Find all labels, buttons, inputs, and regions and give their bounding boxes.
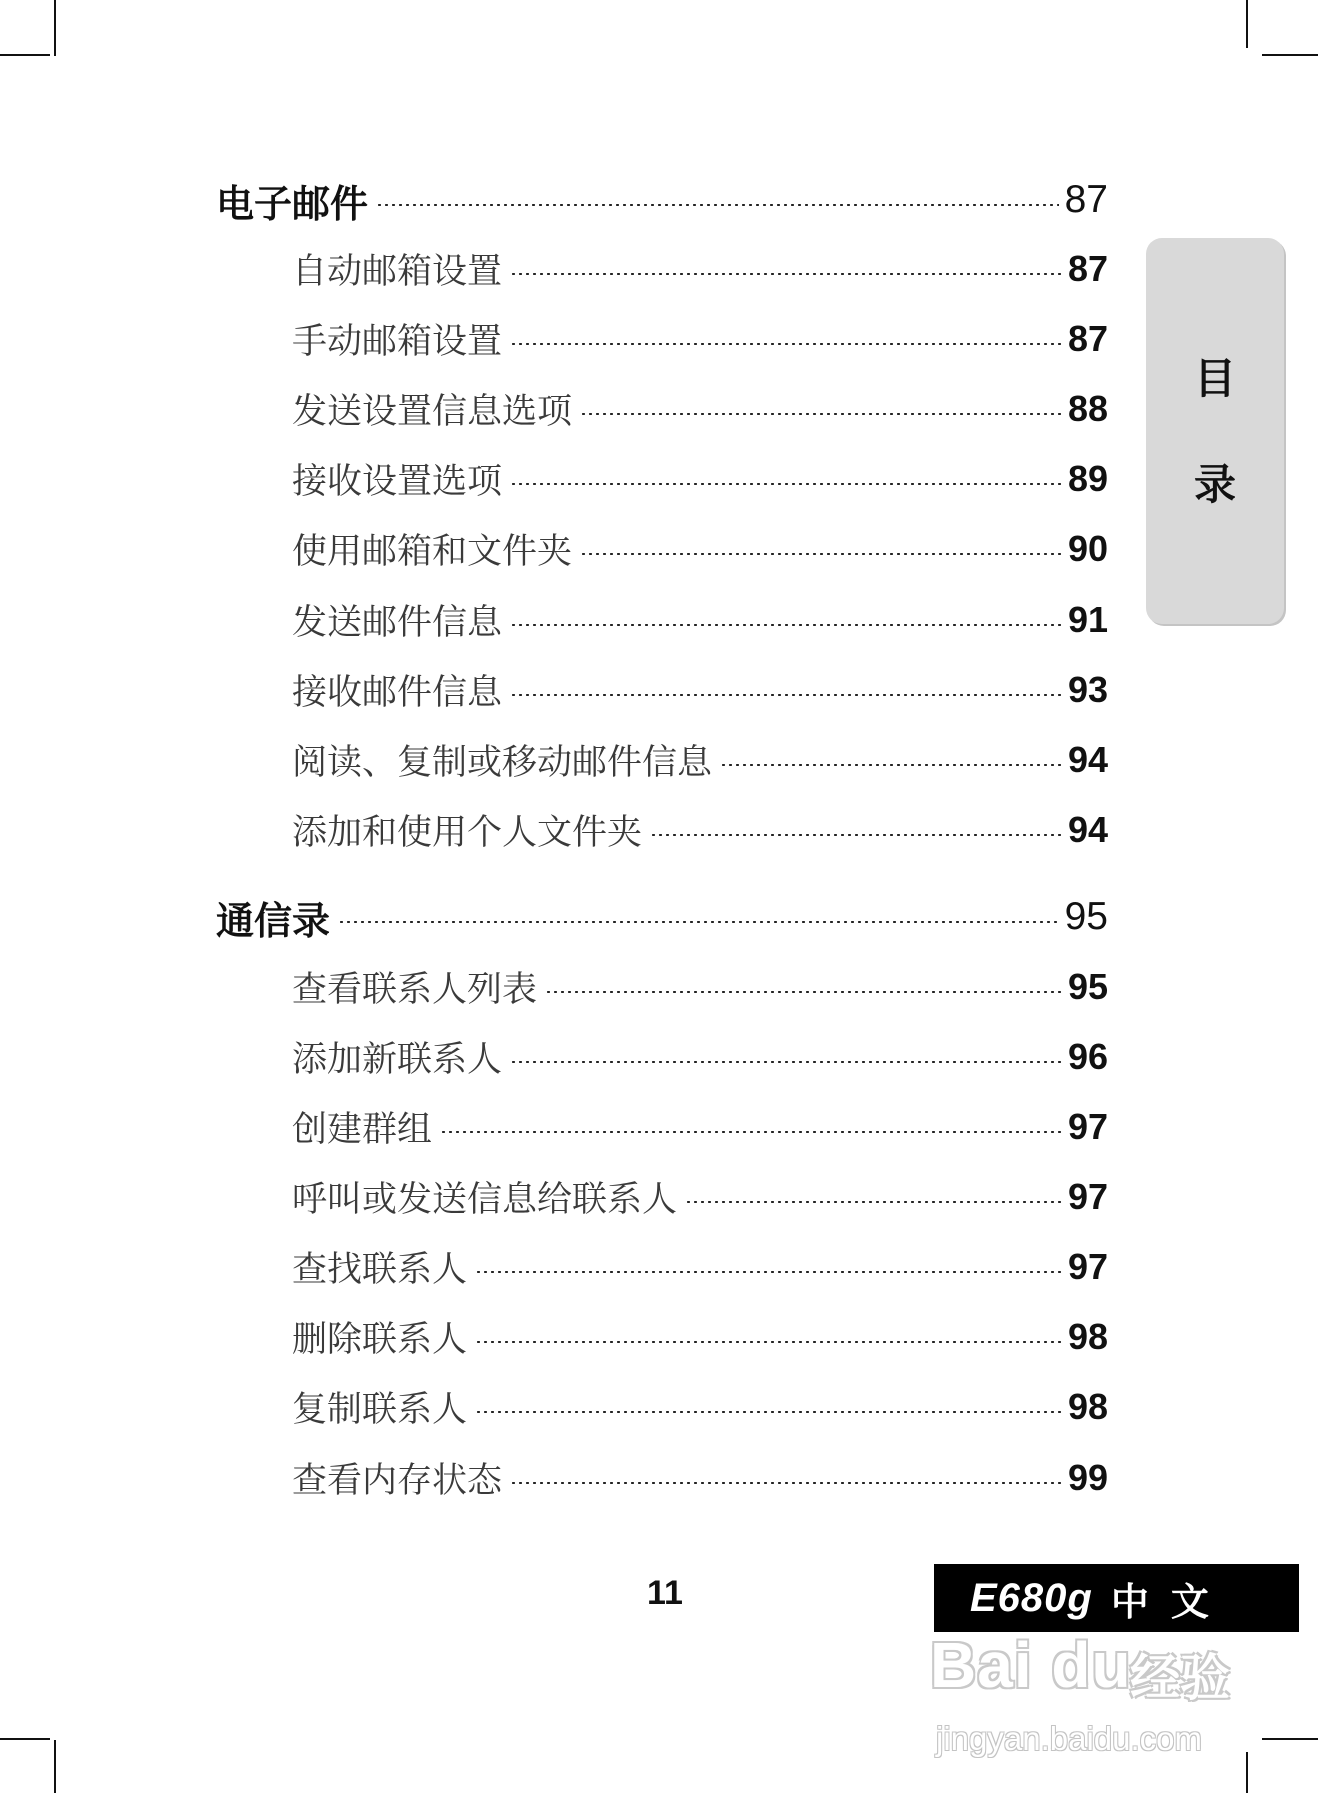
- toc-entry[interactable]: [292, 1239, 1108, 1295]
- toc-page-number: 90: [1067, 528, 1108, 569]
- toc-entry-label: 自动邮箱设置: [292, 252, 503, 292]
- dot-leader: [475, 1411, 1062, 1413]
- toc-entry[interactable]: [292, 662, 1108, 718]
- toc-entry[interactable]: [292, 311, 1108, 367]
- toc-entry[interactable]: [292, 1450, 1108, 1506]
- toc-entry-label: 添加新联系人: [292, 1040, 503, 1080]
- toc-entry[interactable]: [292, 1099, 1108, 1155]
- watermark-tag: 经验: [1130, 1649, 1230, 1707]
- watermark-url: jingyan.baidu.com: [936, 1720, 1202, 1757]
- dot-leader: [685, 1201, 1062, 1203]
- dot-leader: [580, 553, 1062, 555]
- toc-entry-label: 删除联系人: [292, 1320, 468, 1360]
- toc-entry-label: 手动邮箱设置: [292, 322, 503, 362]
- toc-entry[interactable]: [292, 1169, 1108, 1225]
- crop-mark: [1246, 0, 1248, 48]
- dot-leader: [720, 764, 1062, 766]
- toc-section-title: 电子邮件: [216, 181, 369, 226]
- toc-page-number: 97: [1067, 1106, 1108, 1147]
- dot-leader: [510, 1482, 1062, 1484]
- toc-entry-label: 添加和使用个人文件夹: [292, 813, 643, 853]
- toc-page-number: 94: [1067, 739, 1108, 780]
- page-number: 11: [647, 1574, 683, 1612]
- crop-mark: [1262, 54, 1318, 56]
- dot-leader: [510, 624, 1062, 626]
- model-label-box: [934, 1564, 1299, 1632]
- toc-entry[interactable]: [292, 241, 1108, 297]
- toc-page-number: 93: [1067, 669, 1108, 710]
- toc-entry[interactable]: [292, 802, 1108, 858]
- crop-mark: [0, 1738, 50, 1740]
- toc-entry-label: 发送设置信息选项: [292, 392, 573, 432]
- toc-entry[interactable]: [292, 732, 1108, 788]
- dot-leader: [650, 834, 1062, 836]
- toc-entry[interactable]: [292, 381, 1108, 437]
- toc-page-number: 87: [1067, 318, 1108, 359]
- toc-page-number: 87: [1064, 178, 1108, 221]
- toc-section-contacts[interactable]: [216, 889, 1108, 945]
- toc-page-number: 97: [1067, 1246, 1108, 1287]
- toc-entry[interactable]: [292, 959, 1108, 1015]
- side-tab-char: 录: [1193, 460, 1236, 509]
- toc-entry[interactable]: [292, 1029, 1108, 1085]
- crop-mark: [0, 54, 50, 56]
- toc-page-number: 91: [1067, 599, 1108, 640]
- baidu-watermark: [930, 1628, 1230, 1778]
- dot-leader: [376, 204, 1059, 206]
- toc-page-number: 96: [1067, 1036, 1108, 1077]
- toc-page-number: 95: [1064, 895, 1108, 938]
- toc-entry[interactable]: [292, 521, 1108, 577]
- toc-entry-label: 创建群组: [292, 1110, 433, 1150]
- toc-section-email[interactable]: [216, 172, 1108, 228]
- crop-mark: [54, 0, 56, 56]
- watermark-logo: Bai du: [930, 1629, 1132, 1701]
- toc-page-number: 88: [1067, 388, 1108, 429]
- dot-leader: [545, 991, 1062, 993]
- dot-leader: [338, 921, 1059, 923]
- toc-page-number: 89: [1067, 458, 1108, 499]
- toc-entry-label: 接收设置选项: [292, 462, 503, 502]
- toc-entry-label: 查找联系人: [292, 1250, 468, 1290]
- toc-page-number: 97: [1067, 1176, 1108, 1217]
- dot-leader: [510, 483, 1062, 485]
- toc-entry[interactable]: [292, 592, 1108, 648]
- dot-leader: [510, 694, 1062, 696]
- toc-page-number: 94: [1067, 809, 1108, 850]
- crop-mark: [1262, 1738, 1318, 1740]
- side-tab-char: 目: [1193, 354, 1236, 403]
- toc-side-tab: [1146, 238, 1284, 624]
- toc-entry-label: 查看内存状态: [292, 1461, 503, 1501]
- crop-mark: [1246, 1752, 1248, 1793]
- language-label: 中文: [1110, 1579, 1231, 1624]
- dot-leader: [440, 1131, 1062, 1133]
- dot-leader: [510, 273, 1062, 275]
- toc-entry[interactable]: [292, 1309, 1108, 1365]
- dot-leader: [580, 413, 1062, 415]
- toc-entry-label: 使用邮箱和文件夹: [292, 532, 573, 572]
- dot-leader: [510, 1061, 1062, 1063]
- toc-page-number: 95: [1067, 966, 1108, 1007]
- crop-mark: [54, 1740, 56, 1793]
- toc-entry-label: 发送邮件信息: [292, 603, 503, 643]
- toc-entry-label: 复制联系人: [292, 1390, 468, 1430]
- toc-entry-label: 接收邮件信息: [292, 673, 503, 713]
- toc-entry-label: 呼叫或发送信息给联系人: [292, 1180, 678, 1220]
- model-name: E680g: [970, 1575, 1093, 1620]
- toc-entry-label: 查看联系人列表: [292, 970, 538, 1010]
- toc-page-number: 87: [1067, 248, 1108, 289]
- toc-page-number: 99: [1067, 1457, 1108, 1498]
- dot-leader: [475, 1341, 1062, 1343]
- toc-entry[interactable]: [292, 451, 1108, 507]
- toc-section-title: 通信录: [216, 898, 331, 943]
- dot-leader: [510, 343, 1062, 345]
- toc-entry[interactable]: [292, 1379, 1108, 1435]
- toc-entry-label: 阅读、复制或移动邮件信息: [292, 743, 713, 783]
- toc-page-number: 98: [1067, 1316, 1108, 1357]
- toc-page-number: 98: [1067, 1386, 1108, 1427]
- dot-leader: [475, 1271, 1062, 1273]
